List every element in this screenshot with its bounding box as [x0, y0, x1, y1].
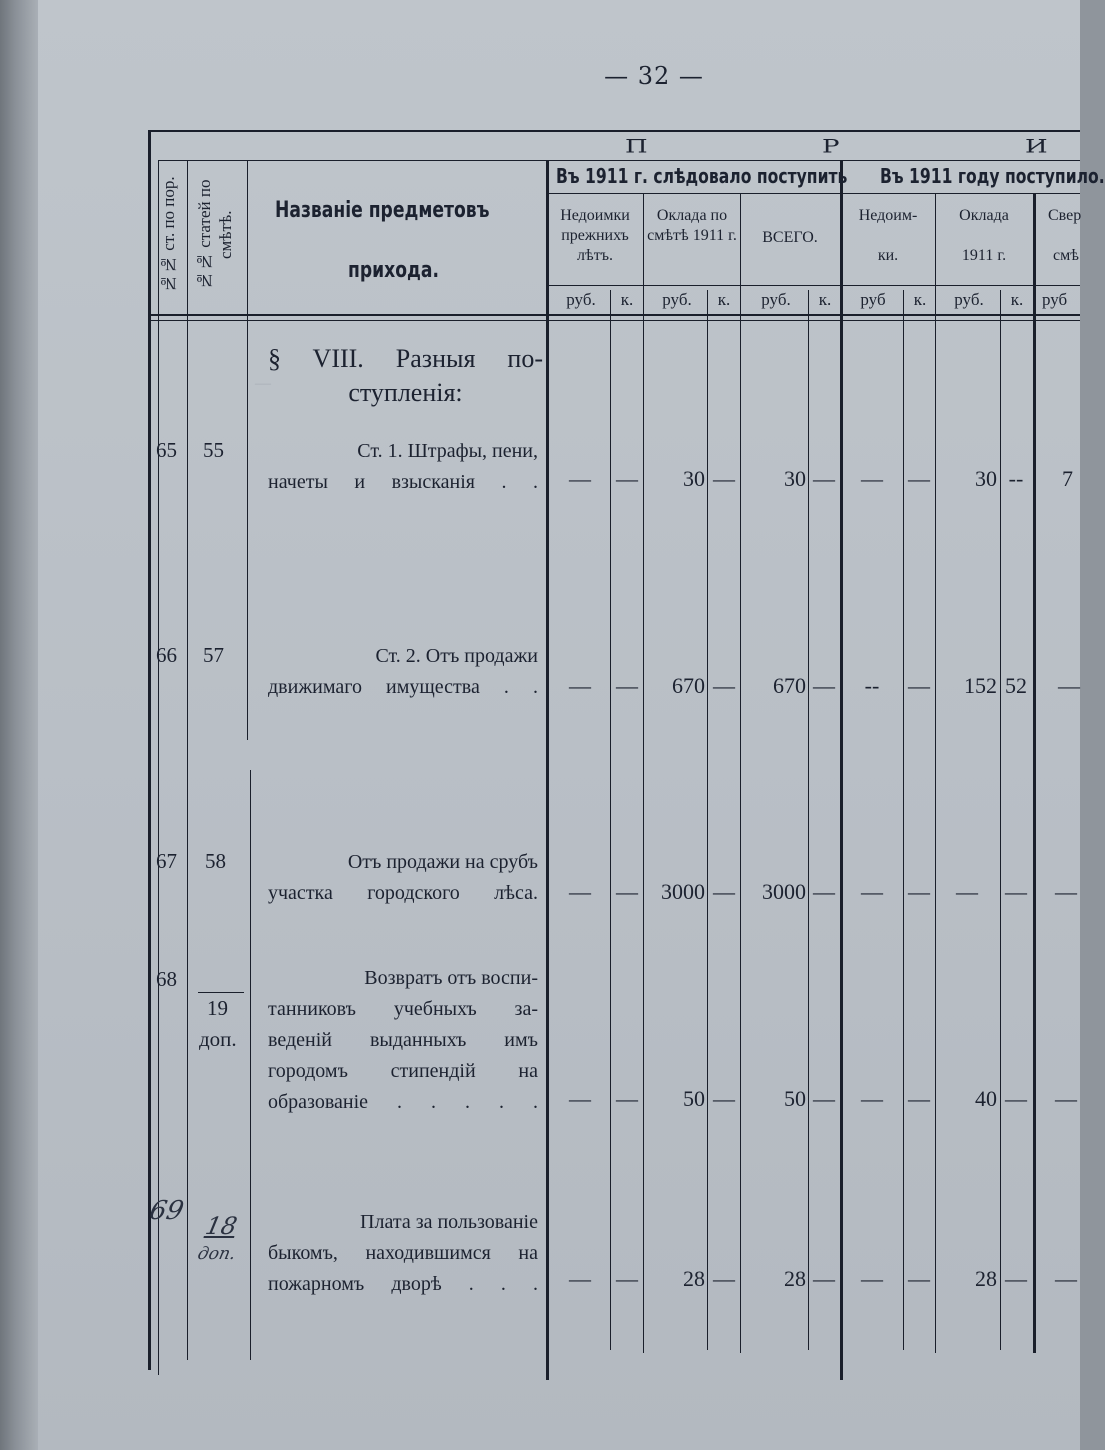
recv-arrears-kop: — [908, 1266, 930, 1291]
recv-arrears-rub: — [861, 1086, 883, 1111]
col-name-rule [546, 160, 549, 1380]
col-recv-budget-kop-rule [1000, 290, 1001, 1350]
col-budget-kop-rule [707, 290, 708, 1350]
unit-rub: руб. [662, 290, 692, 309]
budget-rub: 670 [672, 673, 705, 698]
row-number: 66 [156, 643, 177, 667]
book-binding-shadow [0, 0, 38, 1450]
section-title-line2: ступленія: [348, 378, 463, 407]
outer-left-rule [148, 130, 151, 1370]
budget-rub: 28 [683, 1266, 705, 1291]
col-art-rule-upper [247, 160, 248, 740]
arrears-kop: — [616, 673, 638, 698]
unit-rub: руб. [566, 290, 596, 309]
total-kop: — [813, 466, 835, 491]
unit-kop: к. [1010, 290, 1024, 309]
arrears-rub: — [569, 466, 591, 491]
arrears-rub: — [569, 1266, 591, 1291]
section-title [268, 342, 543, 410]
recv-budget-rub: 40 [975, 1086, 997, 1111]
over-value: — [1055, 1086, 1077, 1111]
banner-letter: П [625, 136, 654, 158]
recv-budget-kop: — [1005, 1266, 1027, 1291]
header-total: ВСЕГО. [762, 229, 818, 246]
arrears-kop: — [616, 879, 638, 904]
arrears-kop: — [616, 1086, 638, 1111]
section-title-line1: § VIII. Разныя по- [268, 344, 543, 373]
budget-kop: — [713, 1086, 735, 1111]
unit-rub: руб. [954, 290, 984, 309]
recv-arrears-rub: — [861, 1266, 883, 1291]
recv-arrears-rub: — [861, 879, 883, 904]
table-top-rule [148, 130, 1080, 132]
recv-budget-rub: — [956, 879, 978, 904]
recv-arrears-rub: -- [864, 673, 880, 698]
item-name: Ст. 2. Отъ продажи движимаго имущества . . [268, 645, 538, 698]
article-number: 57 [203, 643, 224, 667]
article-suffix-handwritten: доп. [195, 1244, 238, 1264]
col-art-rule-lower [250, 770, 251, 1360]
header-group2: Въ 1911 году поступило. [880, 164, 1105, 188]
recv-arrears-rub: — [861, 466, 883, 491]
inner-left-rule [158, 160, 159, 1375]
header-rule [158, 160, 1080, 161]
arrears-rub: — [569, 1086, 591, 1111]
item-name: Ст. 1. Штрафы, пени, начеты и взысканія . . [268, 440, 538, 493]
group-rule [546, 193, 1080, 194]
total-rub: 670 [773, 673, 806, 698]
arrears-rub: — [569, 879, 591, 904]
budget-rub: 30 [683, 466, 705, 491]
col-total-rule [740, 193, 741, 1353]
total-kop: — [813, 879, 835, 904]
unit-kop: к. [913, 290, 927, 309]
unit-rub: руб [860, 290, 886, 309]
recv-arrears-kop: — [908, 1086, 930, 1111]
col-over-rule [1033, 193, 1036, 1353]
arrears-kop: — [616, 1266, 638, 1291]
row-number: 65 [156, 438, 177, 462]
recv-budget-rub: 28 [975, 1266, 997, 1291]
row-number-handwritten: 69 [146, 1196, 187, 1226]
recv-budget-kop: -- [1008, 466, 1024, 491]
col-recv-arrears-kop-rule [903, 290, 904, 1350]
recv-arrears-kop: — [908, 673, 930, 698]
header-col-art: №№ статей по смѣтѣ. [195, 179, 235, 291]
article-suffix: доп. [199, 1027, 237, 1051]
page-number: — 32 — [604, 62, 704, 90]
unit-rub: руб [1042, 290, 1068, 309]
header-recv-budget-a: Оклада [959, 207, 1009, 224]
banner-letter: И [1025, 136, 1054, 158]
header-group1: Въ 1911 г. слѣдовало поступить [556, 164, 848, 188]
item-name: Возвратъ отъ воспи- танниковъ учебныхъ за- веденій выданныхъ имъ городомъ стипендій на образованіе . . . . . [268, 967, 538, 1113]
recv-arrears-kop: — [908, 879, 930, 904]
total-kop: — [813, 1266, 835, 1291]
article-number: 58 [205, 849, 226, 873]
total-rub: 50 [784, 1086, 806, 1111]
header-name-line1: Названіе предметовъ [275, 198, 490, 223]
arrears-kop: — [616, 466, 638, 491]
over-value: — [1055, 1266, 1077, 1291]
header-bottom-rule-2 [150, 320, 1080, 321]
header-recv-arrears-a: Недоим- [858, 207, 918, 224]
header-col-no: №№ ст. по пор. [159, 176, 178, 294]
group2-rule [840, 160, 843, 1380]
budget-rub: 50 [683, 1086, 705, 1111]
header-budget: Оклада по смѣтѣ 1911 г. [647, 207, 737, 244]
budget-kop: — [713, 879, 735, 904]
unit-kop: к. [818, 290, 832, 309]
total-kop: — [813, 1086, 835, 1111]
article-number: 19 [207, 996, 228, 1020]
total-kop: — [813, 673, 835, 698]
recv-budget-kop: — [1005, 879, 1027, 904]
recv-budget-kop: — [1005, 1086, 1027, 1111]
row68-art-rule [198, 992, 244, 993]
col-no-rule [187, 160, 188, 1360]
unit-kop: к. [717, 290, 731, 309]
header-bottom-rule [150, 314, 1080, 316]
banner-letter: Р [822, 136, 846, 158]
recv-budget-rub: 30 [975, 466, 997, 491]
budget-rub: 3000 [661, 879, 705, 904]
budget-kop: — [713, 1266, 735, 1291]
over-value: — [1055, 879, 1077, 904]
article-number: 55 [203, 438, 224, 462]
header-recv-arrears-b: ки. [877, 247, 899, 264]
header-recv-budget-b: 1911 г. [961, 247, 1007, 264]
recv-budget-rub: 152 [964, 673, 997, 698]
units-rule [546, 285, 1080, 286]
header-name-line2: прихода. [348, 258, 439, 283]
col-budget-rule [643, 193, 644, 1353]
recv-arrears-kop: — [908, 466, 930, 491]
over-value: 7 [1062, 466, 1073, 491]
article-number-handwritten: 18 [203, 1212, 240, 1240]
header-over-a: Свер [1048, 207, 1082, 224]
budget-kop: — [713, 466, 735, 491]
col-total-kop-rule [808, 290, 809, 1350]
col-arrears-kop-rule [610, 290, 611, 1350]
recv-budget-kop: 52 [1005, 673, 1027, 698]
header-over-b: смѣ [1053, 247, 1079, 264]
bleed-through-text: — [255, 375, 271, 392]
total-rub: 30 [784, 466, 806, 491]
over-value: — [1058, 673, 1080, 698]
col-recv-budget-rule [935, 193, 936, 1353]
total-rub: 28 [784, 1266, 806, 1291]
row-number: 67 [156, 849, 177, 873]
row-number: 68 [156, 967, 177, 991]
header-arrears: Недоимки прежнихъ лѣтъ. [560, 207, 630, 264]
unit-rub: руб. [761, 290, 791, 309]
total-rub: 3000 [762, 879, 806, 904]
arrears-rub: — [569, 673, 591, 698]
item-name: Плата за пользованіе быкомъ, находившимся на пожарномъ дворѣ . . . [268, 1211, 538, 1295]
budget-kop: — [713, 673, 735, 698]
item-name: Отъ продажи на срубъ участка городского лѣса. [268, 851, 538, 904]
unit-kop: к. [620, 290, 634, 309]
